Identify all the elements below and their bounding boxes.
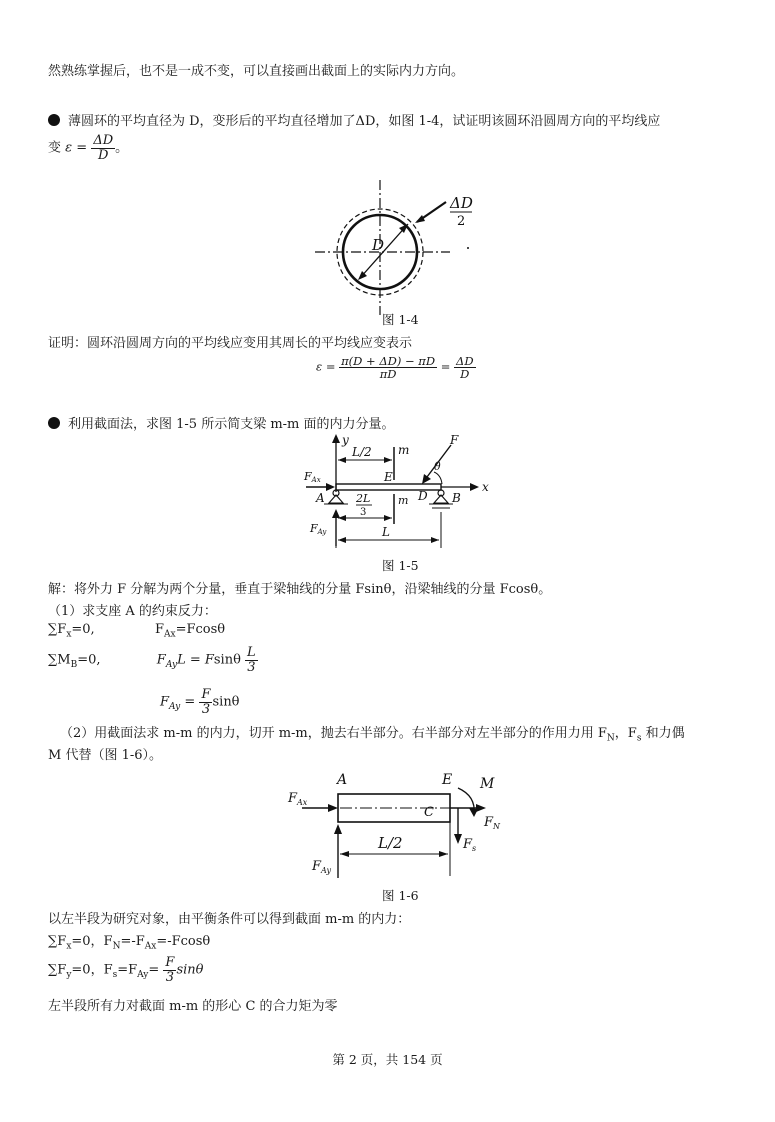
frac-num: π(D + ΔD) − πD bbox=[341, 354, 436, 368]
proof-line: 证明：圆环沿圆周方向的平均线应变用其周长的平均线应变表示 bbox=[48, 336, 413, 351]
question-2 bbox=[48, 413, 395, 432]
fraction bbox=[454, 355, 476, 380]
label-E: E bbox=[384, 470, 393, 484]
fraction bbox=[163, 956, 176, 984]
text: 和力偶 bbox=[641, 726, 685, 741]
text: L = F bbox=[177, 652, 214, 668]
label-B: B bbox=[452, 491, 461, 505]
label-FN: $F_N$ bbox=[484, 815, 501, 831]
bullet-icon bbox=[48, 114, 60, 126]
text: ，F bbox=[614, 726, 637, 741]
equals: = bbox=[76, 140, 88, 156]
left-half-line: 以左半段为研究对象，由平衡条件可以得到截面 m-m 的内力： bbox=[48, 912, 411, 927]
text: =0, bbox=[77, 652, 101, 668]
question-1-cont bbox=[48, 134, 128, 162]
label-Fs: $F_s$ bbox=[463, 837, 477, 853]
frac-num: ΔD bbox=[93, 133, 114, 148]
text: =F bbox=[117, 962, 138, 978]
equals: = bbox=[440, 359, 451, 374]
frac-den: 3 bbox=[165, 969, 175, 985]
figure-1-5-caption: 图 1-5 bbox=[382, 558, 419, 573]
label-A: A bbox=[316, 491, 325, 505]
proof-equation bbox=[316, 355, 476, 380]
sub: N bbox=[606, 733, 615, 744]
question-1 bbox=[48, 110, 660, 129]
label-F: F bbox=[450, 433, 459, 447]
text: =-Fcosθ bbox=[156, 934, 211, 949]
text: =0，F bbox=[71, 962, 113, 978]
label-D: D bbox=[372, 236, 385, 254]
label-3: 3 bbox=[360, 507, 367, 518]
text-line: 然熟练掌握后，也不是一成不变，可以直接画出截面上的实际内力方向。 bbox=[48, 64, 465, 79]
equals: = bbox=[184, 694, 196, 710]
frac-den: 3 bbox=[201, 701, 211, 717]
label-D: D bbox=[418, 489, 428, 503]
sub: Ax bbox=[144, 941, 157, 952]
text: =Fcosθ bbox=[175, 622, 226, 637]
step-2 bbox=[60, 722, 685, 744]
equation-mb bbox=[48, 646, 258, 674]
label-y: y bbox=[342, 433, 349, 447]
label-A: A bbox=[337, 772, 348, 788]
frac-num: F bbox=[201, 687, 211, 702]
sub: x bbox=[66, 629, 72, 640]
label-L2: L/2 bbox=[378, 834, 403, 852]
text: sinθ bbox=[212, 694, 240, 710]
label-dD-den: 2 bbox=[457, 214, 466, 229]
label-Fax: FAx bbox=[304, 470, 321, 484]
period: 。 bbox=[115, 140, 129, 156]
text: F bbox=[160, 694, 170, 710]
figure-1-5 bbox=[296, 432, 496, 552]
frac-num: ΔD bbox=[456, 354, 474, 368]
sub: Ay bbox=[165, 660, 178, 671]
text: sinθ bbox=[213, 652, 241, 668]
text: 变 bbox=[48, 140, 62, 156]
label-L: L bbox=[382, 525, 390, 539]
text: ∑F bbox=[48, 934, 67, 949]
text: sinθ bbox=[176, 962, 204, 978]
figure-1-4 bbox=[300, 180, 500, 320]
sub: s bbox=[636, 733, 642, 744]
text: = bbox=[148, 962, 160, 978]
sub: B bbox=[70, 660, 78, 671]
text: F bbox=[154, 622, 164, 637]
label-Fax: $F_{Ax}$ bbox=[288, 791, 308, 807]
equation-fn bbox=[48, 930, 210, 952]
text: =-F bbox=[120, 934, 145, 949]
label-L2: L/2 bbox=[352, 445, 372, 459]
text: ∑F bbox=[48, 622, 67, 637]
step-2-cont: M 代替（图 1-6）。 bbox=[48, 748, 163, 763]
frac-num: L bbox=[247, 645, 256, 660]
sub: s bbox=[112, 970, 118, 981]
figure-1-6 bbox=[282, 770, 532, 880]
sub: Ay bbox=[169, 702, 181, 713]
text: ∑F bbox=[48, 962, 67, 978]
equation-fay bbox=[160, 688, 240, 716]
label-m-top: m bbox=[398, 443, 410, 457]
label-x: x bbox=[482, 480, 489, 494]
sub: Ax bbox=[164, 629, 176, 640]
page-footer: 第 2 页，共 154 页 bbox=[332, 1052, 443, 1067]
bullet-icon bbox=[48, 417, 60, 429]
step-1: （1）求支座 A 的约束反力： bbox=[48, 604, 217, 619]
label-Fay: $F_{Ay}$ bbox=[312, 859, 332, 875]
equation-fx bbox=[48, 622, 225, 640]
label-E: E bbox=[442, 772, 453, 788]
text: （2）用截面法求 m-m 的内力，切开 m-m，抛去右半部分。右半部分对左半部分的作用力用 F bbox=[60, 726, 607, 741]
question-2-text: 利用截面法，求图 1-5 所示简支梁 m-m 面的内力分量。 bbox=[68, 417, 395, 432]
fraction bbox=[199, 688, 212, 716]
label-C: C bbox=[424, 805, 434, 820]
label-M: M bbox=[480, 776, 495, 792]
epsilon-symbol: ε bbox=[65, 140, 73, 156]
text: ∑M bbox=[48, 652, 71, 668]
last-line: 左半段所有力对截面 m-m 的形心 C 的合力矩为零 bbox=[48, 999, 338, 1014]
frac-num: F bbox=[165, 955, 175, 970]
sub: y bbox=[66, 970, 72, 981]
eq-lhs: ε = bbox=[316, 359, 336, 374]
text: F bbox=[156, 652, 166, 668]
label-2L: 2L bbox=[356, 492, 371, 505]
fraction bbox=[245, 646, 258, 674]
label-dD-num: ΔD bbox=[450, 194, 473, 212]
sub: Ay bbox=[137, 970, 149, 981]
question-1-text: 薄圆环的平均直径为 D，变形后的平均直径增加了ΔD，如图 1-4，试证明该圆环沿圆周方向的平均线应 bbox=[68, 114, 661, 129]
fraction bbox=[91, 134, 115, 162]
label-theta: θ bbox=[434, 460, 441, 473]
text: =0, bbox=[71, 622, 95, 637]
figure-1-6-caption: 图 1-6 bbox=[382, 888, 419, 903]
text: =0，F bbox=[71, 934, 113, 949]
sub: x bbox=[66, 941, 72, 952]
fraction bbox=[339, 355, 437, 380]
figure-1-4-caption: 图 1-4 bbox=[382, 312, 419, 327]
label-m-bot: m bbox=[398, 494, 409, 507]
frac-den: 3 bbox=[247, 659, 256, 675]
frac-den: πD bbox=[379, 367, 397, 382]
equation-fs bbox=[48, 956, 203, 984]
frac-den: D bbox=[460, 367, 470, 382]
frac-den: D bbox=[98, 147, 109, 163]
label-Fay: FAy bbox=[310, 522, 327, 536]
sub: N bbox=[112, 941, 121, 952]
solution-line: 解：将外力 F 分解为两个分量，垂直于梁轴线的分量 Fsinθ，沿梁轴线的分量 Fcosθ。 bbox=[48, 582, 552, 597]
